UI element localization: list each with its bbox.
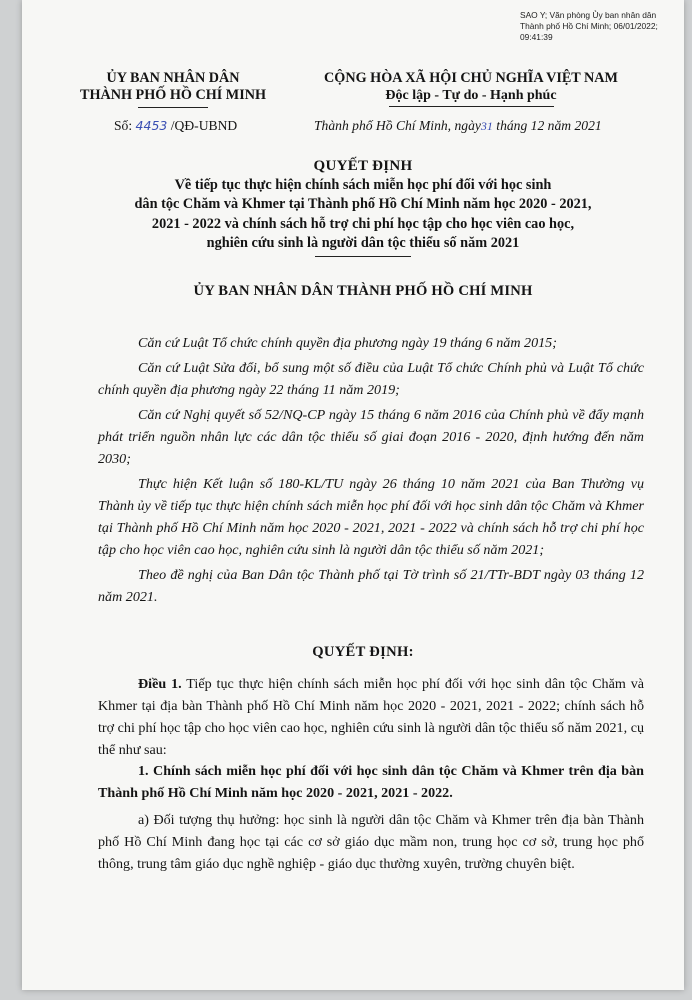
document-title: [62, 156, 664, 257]
article-1: [98, 673, 644, 764]
title-heading: QUYẾT ĐỊNH: [313, 158, 413, 174]
article-1-text: Tiếp tục thực hiện chính sách miễn học phí đối với học sinh dân tộc Chăm và Khmer tại địa bàn Thành phố Hồ Chí Minh năm học 2020 - 2021, 2021 - 2022; chính sách hỗ trợ chi phí học tập cho học viên cao học, nghiên cứu sinh là người dân tộc thiểu số năm 2021, cụ thể như sau:: [98, 676, 644, 758]
document-date: Thành phố Hồ Chí Minh, ngày31 tháng 12 năm 2021: [314, 118, 602, 133]
legal-basis-item: Thực hiện Kết luận số 180-KL/TU ngày 26 tháng 10 năm 2021 của Ban Thường vụ Thành ủy về tiếp tục thực hiện chính sách miễn học phí đối với học sinh dân tộc Chăm và Khmer tại Thành phố Hồ Chí Minh năm học 2020 - 2021, 2021 - 2022 và chính sách hỗ trợ chi phí học tập cho học viên cao học, nghiên cứu sinh là người dân tộc thiểu số năm 2021;: [98, 476, 644, 558]
document-number: Số: 4453 /QĐ-UBND: [114, 118, 238, 133]
handwritten-number: 4453: [135, 118, 168, 133]
national-header: [306, 70, 636, 107]
national-title: CỘNG HÒA XÃ HỘI CHỦ NGHĨA VIỆT NAM: [324, 70, 618, 86]
title-subtitle-line: nghiên cứu sinh là người dân tộc thiểu số năm 2021: [206, 235, 520, 252]
issuing-body: ỦY BAN NHÂN DÂN THÀNH PHỐ HỒ CHÍ MINH: [193, 283, 533, 299]
legal-basis-item: Căn cứ Nghị quyết số 52/NQ-CP ngày 15 tháng 6 năm 2016 của Chính phủ về đẩy mạnh phát triển nguồn nhân lực các dân tộc thiểu số giai đoạn 2016 - 2020, định hướng đến năm 2030;: [98, 407, 644, 467]
legal-basis-item: Căn cứ Luật Tổ chức chính quyền địa phương ngày 19 tháng 6 năm 2015;: [138, 335, 557, 351]
national-motto: Độc lập - Tự do - Hạnh phúc: [385, 88, 557, 103]
title-subtitle-line: dân tộc Chăm và Khmer tại Thành phố Hồ Chí Minh năm học 2020 - 2021,: [134, 196, 592, 213]
title-subtitle-line: 2021 - 2022 và chính sách hỗ trợ chi phí học tập cho học viên cao học,: [151, 215, 575, 232]
article-1-label: Điều 1.: [138, 676, 182, 692]
issuing-authority-line1: ỦY BAN NHÂN DÂN: [106, 70, 240, 86]
handwritten-day: 31: [480, 119, 493, 133]
copy-stamp: SAO Y; Văn phòng Ủy ban nhân dân Thành phố Hồ Chí Minh; 06/01/2022; 09:41:39: [520, 10, 658, 42]
issuing-authority-header: [78, 70, 268, 108]
decision-heading: QUYẾT ĐỊNH:: [312, 644, 414, 660]
legal-basis-item: Theo đề nghị của Ban Dân tộc Thành phố tại Tờ trình số 21/TTr-BDT ngày 03 tháng 12 năm 2021.: [98, 567, 644, 605]
document-page: [22, 0, 684, 990]
title-subtitle-line: Về tiếp tục thực hiện chính sách miễn học phí đối với học sinh: [174, 177, 552, 193]
issuing-authority-line2: THÀNH PHỐ HỒ CHÍ MINH: [79, 87, 267, 103]
header-right-underline: [389, 106, 554, 107]
header-left-underline: [138, 107, 208, 108]
section-1a: a) Đối tượng thụ hưởng: học sinh là người dân tộc Chăm và Khmer trên địa bàn Thành phố Hồ Chí Minh đang học tại các cơ sở giáo dục mầm non, trung học cơ sở, trung học phổ thông, trung tâm giáo dục nghề nghiệp - giáo dục thường xuyên, trường chuyên biệt.: [98, 812, 644, 872]
title-underline: [315, 256, 411, 257]
section-1-heading: 1. Chính sách miễn học phí đối với học sinh dân tộc Chăm và Khmer trên địa bàn Thành phố Hồ Chí Minh năm học 2020 - 2021, 2021 - 2022.: [98, 763, 644, 801]
legal-basis-item: Căn cứ Luật Sửa đổi, bổ sung một số điều của Luật Tổ chức Chính phủ và Luật Tổ chức chính quyền địa phương ngày 22 tháng 11 năm 2019;: [98, 360, 644, 398]
legal-bases: [98, 332, 644, 611]
